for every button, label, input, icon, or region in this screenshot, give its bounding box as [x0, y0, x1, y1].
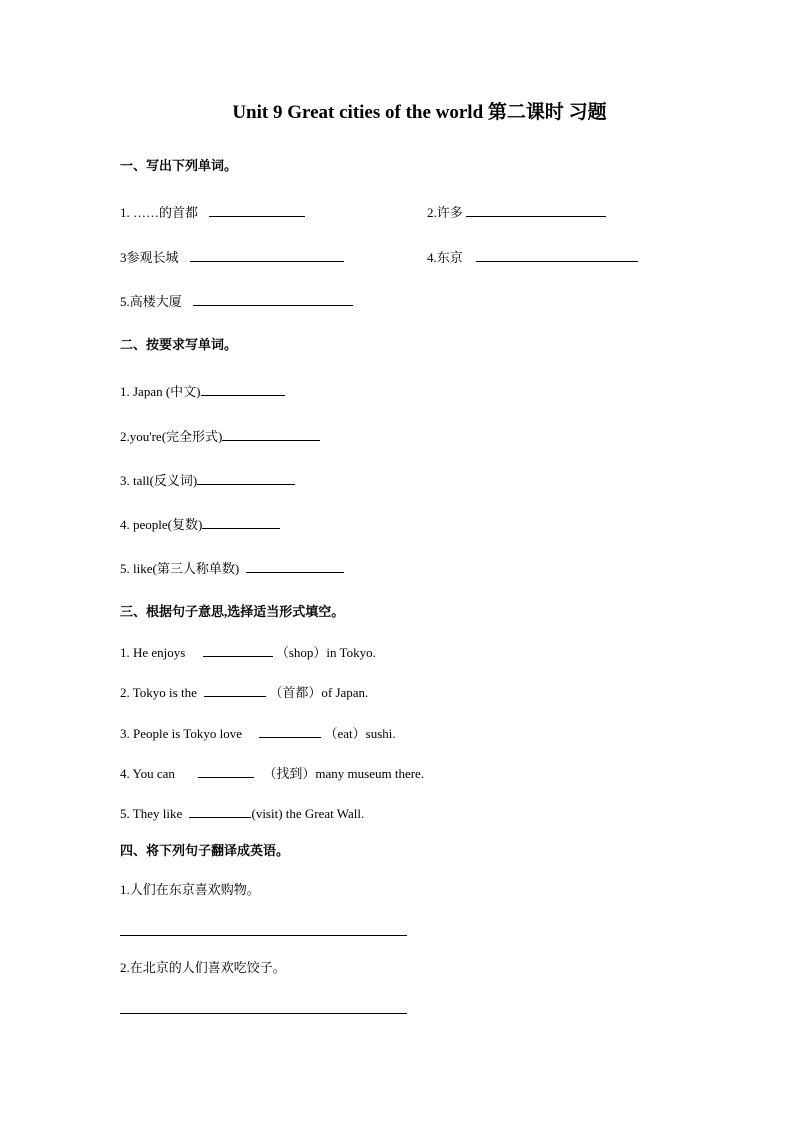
- section-3-heading: 三、根据句子意思,选择适当形式填空。: [120, 604, 345, 619]
- s2-item-5-label: 5. like(第三人称单数): [120, 561, 240, 576]
- s1-item-4-label: 4.东京: [427, 250, 463, 265]
- page-title: Unit 9 Great cities of the world 第二课时 习题: [232, 102, 607, 123]
- answer-blank[interactable]: [189, 803, 251, 818]
- s3-item-2: [120, 682, 368, 702]
- answer-blank[interactable]: [201, 381, 285, 396]
- answer-blank[interactable]: [198, 763, 254, 778]
- answer-blank[interactable]: [193, 291, 353, 306]
- answer-blank[interactable]: [246, 558, 344, 573]
- answer-blank[interactable]: [202, 514, 280, 529]
- answer-blank[interactable]: [259, 723, 321, 738]
- s1-item-1: [120, 202, 305, 222]
- s3-item-2-pre: 2. Tokyo is the: [120, 685, 197, 700]
- translation-answer-line[interactable]: [120, 1013, 407, 1014]
- s1-item-5-label: 5.高楼大厦: [120, 294, 182, 309]
- s1-item-4: [427, 247, 638, 267]
- translation-answer-line[interactable]: [120, 935, 407, 936]
- s2-item-1-label: 1. Japan (中文): [120, 384, 201, 399]
- s1-item-2: [427, 202, 606, 222]
- s1-item-3-label: 3参观长城: [120, 250, 179, 265]
- answer-blank[interactable]: [204, 682, 266, 697]
- s3-item-5-pre: 5. They like: [120, 806, 183, 821]
- s2-item-3-label: 3. tall(反义词): [120, 473, 198, 488]
- s2-item-4-label: 4. people(复数): [120, 517, 203, 532]
- s3-item-4-pre: 4. You can: [120, 766, 175, 781]
- s3-item-4: [120, 763, 424, 783]
- s3-item-1-pre: 1. He enjoys: [120, 645, 186, 660]
- s3-item-4-post: （找到）many museum there.: [263, 766, 425, 781]
- answer-blank[interactable]: [190, 247, 344, 262]
- s2-item-5: [120, 558, 344, 578]
- s2-item-4: [120, 514, 280, 534]
- s3-item-2-post: （首都）of Japan.: [269, 685, 369, 700]
- s1-item-5: [120, 291, 353, 311]
- s3-item-5: [120, 803, 364, 823]
- s2-item-3: [120, 470, 295, 490]
- section-2-heading: 二、按要求写单词。: [120, 337, 238, 352]
- s1-item-3: [120, 247, 344, 267]
- answer-blank[interactable]: [203, 642, 273, 657]
- answer-blank[interactable]: [197, 470, 295, 485]
- answer-blank[interactable]: [476, 247, 638, 262]
- s2-item-2-label: 2.you're(完全形式): [120, 429, 223, 444]
- s1-item-2-label: 2.许多: [427, 205, 463, 220]
- section-1-heading: 一、写出下列单词。: [120, 158, 238, 173]
- s2-item-1: [120, 381, 285, 401]
- s4-item-1: 1.人们在东京喜欢购物。: [120, 882, 260, 897]
- answer-blank[interactable]: [466, 202, 606, 217]
- s1-item-1-label: 1. ……的首都: [120, 205, 199, 220]
- s3-item-1-post: （shop）in Tokyo.: [275, 645, 376, 660]
- s3-item-1: [120, 642, 376, 662]
- s4-item-2: 2.在北京的人们喜欢吃饺子。: [120, 960, 286, 975]
- s3-item-3: [120, 723, 396, 743]
- s3-item-3-post: （eat）sushi.: [324, 726, 396, 741]
- s2-item-2: [120, 426, 320, 446]
- answer-blank[interactable]: [209, 202, 305, 217]
- s3-item-3-pre: 3. People is Tokyo love: [120, 726, 242, 741]
- answer-blank[interactable]: [222, 426, 320, 441]
- section-4-heading: 四、将下列句子翻译成英语。: [120, 843, 290, 858]
- s3-item-5-post: (visit) the Great Wall.: [251, 806, 365, 821]
